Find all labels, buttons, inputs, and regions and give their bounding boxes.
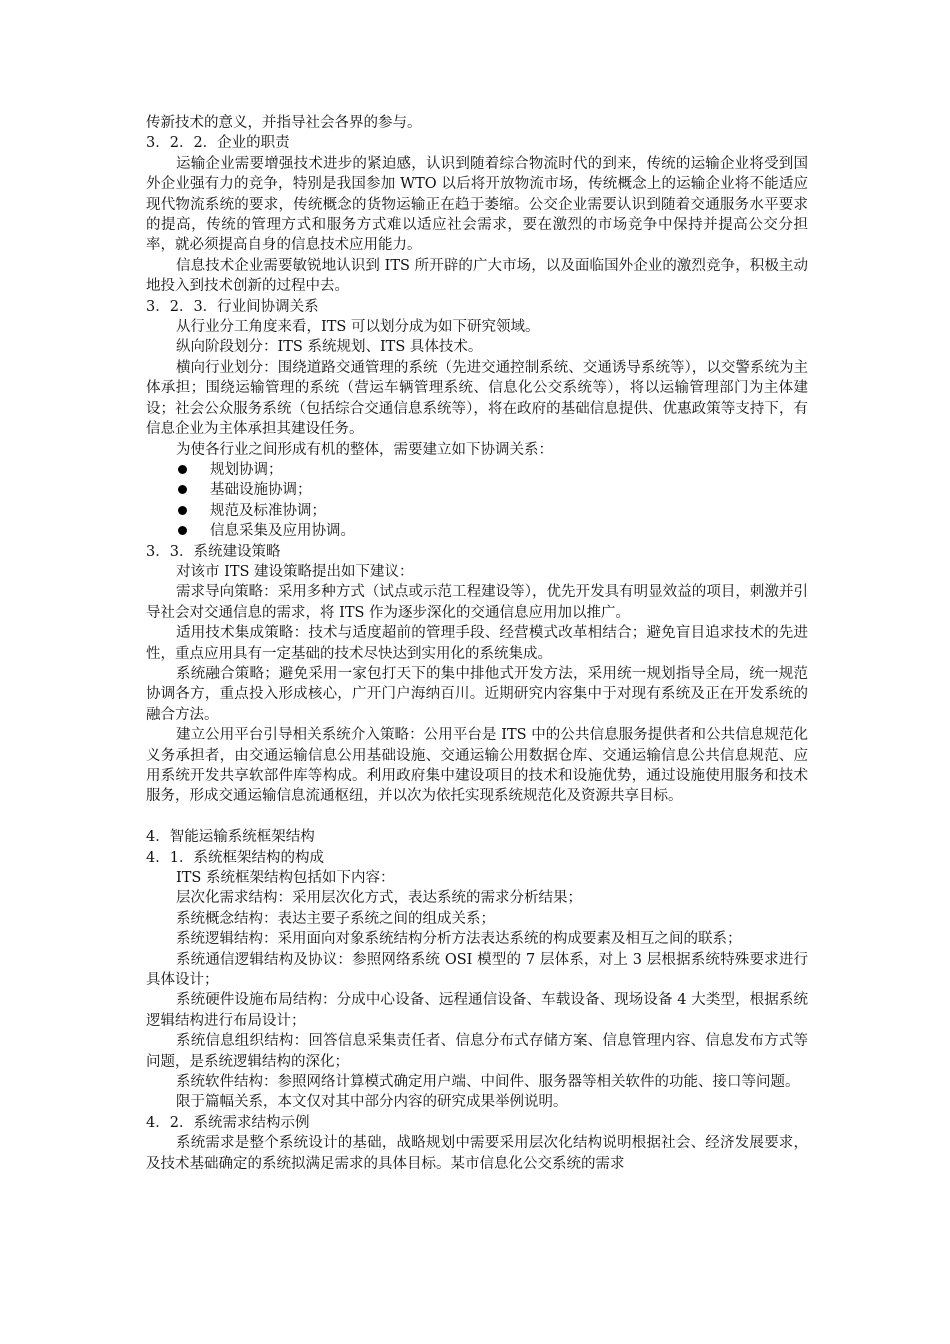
paragraph: 需求导向策略：采用多种方式（试点或示范工程建设等），优先开发具有明显效益的项目，刺激并引导社会对交通信息的需求，将 ITS 作为逐步深化的交通信息应用加以推广。 xyxy=(146,584,808,621)
paragraph: 系统通信逻辑结构及协议：参照网络系统 OSI 模型的 7 层体系，对上 3 层根据系统特殊要求进行具体设计； xyxy=(146,951,808,989)
paragraph: ITS 系统框架结构包括如下内容： xyxy=(176,870,395,887)
bullet-dot-icon xyxy=(178,485,187,494)
paragraph: 系统逻辑结构：采用面向对象系统结构分析方法表达系统的构成要素及相互之间的联系； xyxy=(176,931,742,948)
paragraph: 层次化需求结构：采用层次化方式，表达系统的需求分析结果； xyxy=(176,890,582,907)
paragraph: 对该市 ITS 建设策略提出如下建议： xyxy=(176,563,414,580)
bullet-item xyxy=(146,501,808,521)
section-heading: 4．1．系统框架结构的构成 xyxy=(146,849,324,866)
section-heading: 3．2．2．企业的职责 xyxy=(146,135,290,152)
paragraph: 运输企业需要增强技术进步的紧迫感，认识到随着综合物流时代的到来，传统的运输企业将受到国外企业强有力的竞争，特别是我国参加 WTO 以后将开放物流市场，传统概念上的运输企业将不能适应现代物流系统的要求，传统概念的货物运输正在趋于萎缩。公交企业需要认识到随着交通服务水平要求的提高，传统的管理方式和服务方式难以适应社会需求，要在激烈的市场竞争中保持并提高公交分担率，就必须提高自身的信息技术应用能力。 xyxy=(146,155,808,254)
paragraph: 限于篇幅关系，本文仅对其中部分内容的研究成果举例说明。 xyxy=(176,1094,568,1111)
paragraph: 纵向阶段划分：ITS 系统规划、ITS 具体技术。 xyxy=(176,339,483,356)
paragraph: 系统信息组织结构：回答信息采集责任者、信息分布式存储方案、信息管理内容、信息发布方式等问题，是系统逻辑结构的深化； xyxy=(146,1033,808,1070)
bullet-text: 规划协调； xyxy=(210,461,283,478)
paragraph: 系统概念结构：表达主要子系统之间的组成关系； xyxy=(176,910,495,927)
document-page xyxy=(146,113,808,1174)
paragraph: 为使各行业之间形成有机的整体，需要建立如下协调关系： xyxy=(176,441,553,458)
bullet-item xyxy=(146,460,808,480)
bullet-text: 信息采集及应用协调。 xyxy=(210,523,355,540)
blank-line xyxy=(146,807,808,827)
paragraph: 建立公用平台引导相关系统介入策略：公用平台是 ITS 中的公共信息服务提供者和公共信息规范化义务承担者，由交通运输信息公用基础设施、交通运输公用数据仓库、交通运输信息公共信息规范、应用系统开发共享软部件库等构成。利用政府集中建设项目的技术和设施优势，通过设施使用服务和技术服务，形成交通运输信息流通枢纽，并以次为依托实现系统规范化及资源共享目标。 xyxy=(146,727,808,805)
bullet-text: 规范及标准协调； xyxy=(210,502,326,519)
paragraph: 传新技术的意义，并指导社会各界的参与。 xyxy=(146,115,422,131)
chapter-heading: 4．智能运输系统框架结构 xyxy=(146,829,315,846)
section-heading: 3．2．3．行业间协调关系 xyxy=(146,298,319,315)
paragraph: 系统融合策略；避免采用一家包打天下的集中排他式开发方法，采用统一规划指导全局，统一规范协调各方，重点投入形成核心，广开门户海纳百川。近期研究内容集中于对现有系统及正在开发系统的融合方法。 xyxy=(146,665,808,723)
bullet-dot-icon xyxy=(178,506,187,515)
paragraph: 从行业分工角度来看，ITS 可以划分成为如下研究领域。 xyxy=(176,319,540,336)
bullet-text: 基础设施协调； xyxy=(210,482,312,499)
paragraph: 适用技术集成策略：技术与适度超前的管理手段、经营模式改革相结合；避免盲目追求技术的先进性，重点应用具有一定基础的技术尽快达到实用化的系统集成。 xyxy=(146,625,808,662)
bullet-dot-icon xyxy=(178,465,187,474)
paragraph: 信息技术企业需要敏锐地认识到 ITS 所开辟的广大市场，以及面临国外企业的激烈竞争，积极主动地投入到技术创新的过程中去。 xyxy=(146,257,808,295)
paragraph: 系统软件结构：参照网络计算模式确定用户端、中间件、服务器等相关软件的功能、接口等问题。 xyxy=(176,1074,800,1091)
paragraph: 系统硬件设施布局结构：分成中心设备、远程通信设备、车载设备、现场设备 4 大类型，根据系统逻辑结构进行布局设计； xyxy=(146,992,808,1029)
section-heading: 3．3．系统建设策略 xyxy=(146,543,281,560)
bullet-dot-icon xyxy=(178,526,187,535)
paragraph: 系统需求是整个系统设计的基础，战略规划中需要采用层次化结构说明根据社会、经济发展要求，及技术基础确定的系统拟满足需求的具体目标。某市信息化公交系统的需求 xyxy=(146,1135,808,1172)
section-heading: 4．2．系统需求结构示例 xyxy=(146,1114,310,1131)
bullet-item xyxy=(146,521,808,541)
paragraph: 横向行业划分：围绕道路交通管理的系统（先进交通控制系统、交通诱导系统等），以交警系统为主体承担；围绕运输管理的系统（营运车辆管理系统、信息化公交系统等），将以运输管理部门为主体建设；社会公众服务系统（包括综合交通信息系统等），将在政府的基础信息提供、优惠政策等支持下，有信息企业为主体承担其建设任务。 xyxy=(146,359,808,438)
bullet-item xyxy=(146,480,808,500)
